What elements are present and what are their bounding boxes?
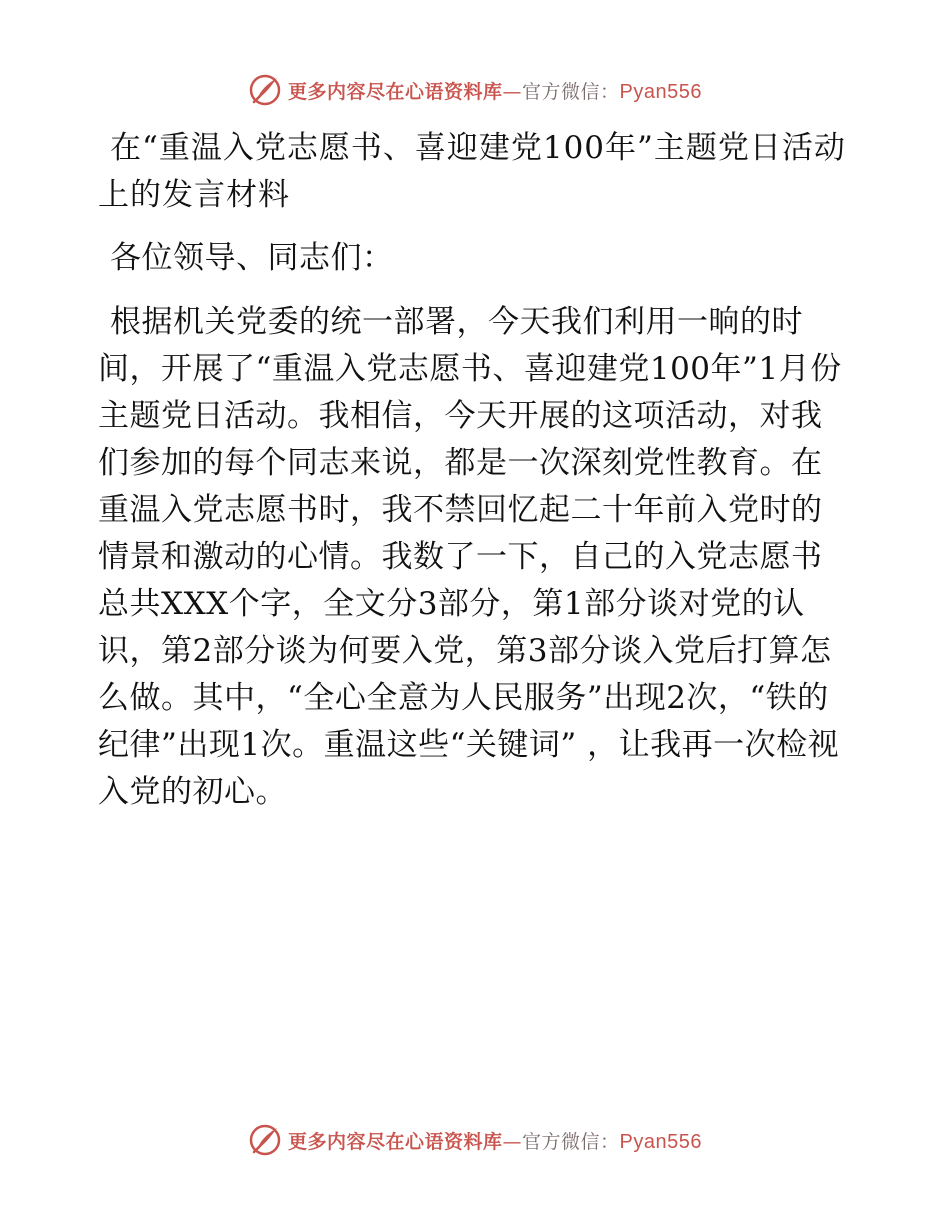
body-paragraph: 根据机关党委的统一部署，今天我们利用一晌的时间，开展了“重温入党志愿书、喜迎建党100年”1月份主题党日活动。我相信，今天开展的这项活动，对我们参加的每个同志来说，都是一次深刻党性教育。在重温入党志愿书时，我不禁回忆起二十年前入党时的情景和激动的心情。我数了一下，自己的入党志愿书总共XXX个字，全文分3部分，第1部分谈对党的认识，第2部分谈为何要入党，第3部分谈入党后打算怎么做。其中，“全心全意为人民服务”出现2次，“铁的纪律”出现1次。重温这些“关键词” ，让我再一次检视入党的初心。 [98, 304, 842, 810]
document-title: 在“重温入党志愿书、喜迎建党100年”主题党日活动上的发言材料 [98, 130, 846, 213]
watermark-label: 官方微信： [522, 1130, 620, 1153]
watermark-banner-top [0, 70, 950, 110]
watermark-label: 官方微信： [522, 80, 620, 103]
watermark-main-text: 更多内容尽在心语资料库 [288, 1130, 503, 1153]
watermark-wechat-id: Pyan556 [619, 80, 702, 103]
salutation: 各位领导、同志们： [110, 240, 394, 276]
watermark-separator: — [502, 1130, 523, 1153]
watermark-banner-bottom [0, 1120, 950, 1160]
feather-pen-logo-icon [248, 1123, 282, 1157]
feather-pen-logo-icon [248, 73, 282, 107]
watermark-main-text: 更多内容尽在心语资料库 [288, 80, 503, 103]
watermark-wechat-id: Pyan556 [619, 1130, 702, 1153]
watermark-separator: — [502, 80, 523, 103]
document-body [98, 125, 848, 816]
